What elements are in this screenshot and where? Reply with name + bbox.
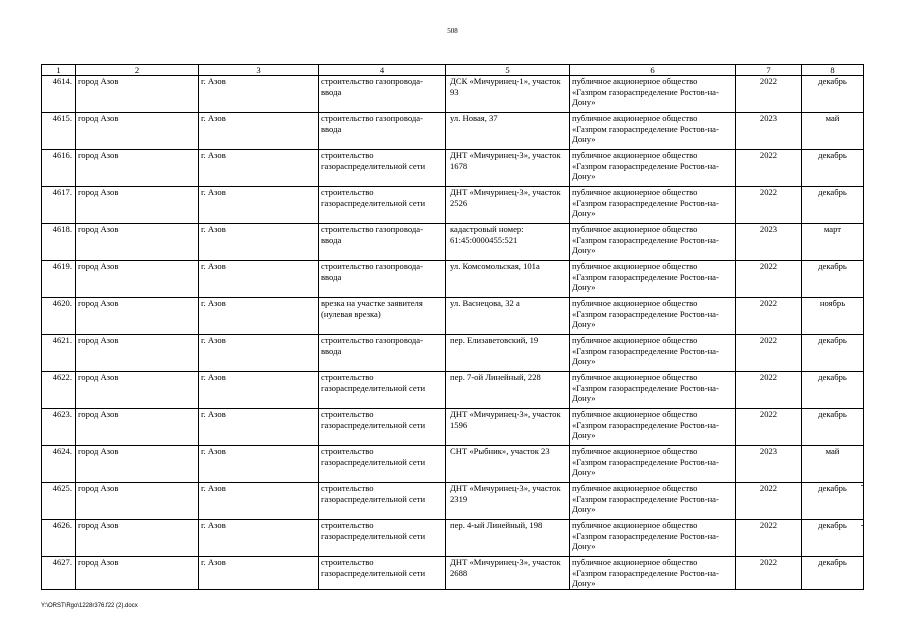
month-cell: декабрь <box>802 557 864 590</box>
work-type-cell: строительство газопровода-ввода <box>319 224 446 261</box>
file-path-footer: Y:\ORST\Rgo\1228r376.f22 (2).docx <box>41 603 138 609</box>
table-row <box>42 557 864 590</box>
row-number-cell: 4614. <box>42 76 76 113</box>
municipality-cell: город Азов <box>76 409 199 446</box>
locality-cell: г. Азов <box>199 409 319 446</box>
table-row <box>42 224 864 261</box>
work-type-cell: строительство газораспределительной сети <box>319 446 446 483</box>
municipality-cell: город Азов <box>76 76 199 113</box>
table-body <box>42 65 864 590</box>
work-type-cell: строительство газораспределительной сети <box>319 150 446 187</box>
address-cell: ул. Новая, 37 <box>446 113 570 150</box>
locality-cell: г. Азов <box>199 150 319 187</box>
month-cell: декабрь <box>802 483 864 520</box>
organization-cell: публичное акционерное общество «Газпром газораспределение Ростов-на-Дону» <box>570 520 736 557</box>
address-cell: пер. 7-ой Линейный, 228 <box>446 372 570 409</box>
work-type-cell: строительство газораспределительной сети <box>319 483 446 520</box>
month-cell: декабрь <box>802 261 864 298</box>
row-number-cell: 4620. <box>42 298 76 335</box>
locality-cell: г. Азов <box>199 298 319 335</box>
column-number: 7 <box>736 65 802 76</box>
year-cell: 2022 <box>736 409 802 446</box>
locality-cell: г. Азов <box>199 372 319 409</box>
row-number-cell: 4625. <box>42 483 76 520</box>
row-number-cell: 4623. <box>42 409 76 446</box>
month-cell: декабрь <box>802 335 864 372</box>
locality-cell: г. Азов <box>199 261 319 298</box>
column-number: 3 <box>199 65 319 76</box>
page-number: 508 <box>447 27 458 35</box>
row-number-cell: 4619. <box>42 261 76 298</box>
municipality-cell: город Азов <box>76 298 199 335</box>
column-number-row <box>42 65 864 76</box>
month-cell: май <box>802 113 864 150</box>
table-row <box>42 446 864 483</box>
locality-cell: г. Азов <box>199 446 319 483</box>
locality-cell: г. Азов <box>199 335 319 372</box>
organization-cell: публичное акционерное общество «Газпром газораспределение Ростов-на-Дону» <box>570 150 736 187</box>
year-cell: 2022 <box>736 483 802 520</box>
row-number-cell: 4622. <box>42 372 76 409</box>
year-cell: 2022 <box>736 298 802 335</box>
municipality-cell: город Азов <box>76 150 199 187</box>
table-row <box>42 520 864 557</box>
locality-cell: г. Азов <box>199 520 319 557</box>
row-number-cell: 4626. <box>42 520 76 557</box>
margin-mark <box>861 485 863 486</box>
work-type-cell: строительство газопровода-ввода <box>319 335 446 372</box>
municipality-cell: город Азов <box>76 113 199 150</box>
address-cell: ул. Васнецова, 32 а <box>446 298 570 335</box>
address-cell: ДНТ «Мичуринец-3», участок 2688 <box>446 557 570 590</box>
year-cell: 2022 <box>736 150 802 187</box>
organization-cell: публичное акционерное общество «Газпром газораспределение Ростов-на-Дону» <box>570 446 736 483</box>
year-cell: 2022 <box>736 557 802 590</box>
column-number: 8 <box>802 65 864 76</box>
month-cell: март <box>802 224 864 261</box>
organization-cell: публичное акционерное общество «Газпром газораспределение Ростов-на-Дону» <box>570 557 736 590</box>
table-row <box>42 150 864 187</box>
municipality-cell: город Азов <box>76 335 199 372</box>
address-cell: ДНТ «Мичуринец-3», участок 1678 <box>446 150 570 187</box>
work-type-cell: строительство газораспределительной сети <box>319 409 446 446</box>
organization-cell: публичное акционерное общество «Газпром газораспределение Ростов-на-Дону» <box>570 409 736 446</box>
year-cell: 2022 <box>736 372 802 409</box>
address-cell: ДНТ «Мичуринец-3», участок 2526 <box>446 187 570 224</box>
work-type-cell: строительство газораспределительной сети <box>319 187 446 224</box>
table-row <box>42 261 864 298</box>
address-cell: ДНТ «Мичуринец-3», участок 2319 <box>446 483 570 520</box>
address-cell: пер. 4-ый Линейный, 198 <box>446 520 570 557</box>
year-cell: 2023 <box>736 446 802 483</box>
gas-works-table <box>41 64 864 590</box>
municipality-cell: город Азов <box>76 224 199 261</box>
organization-cell: публичное акционерное общество «Газпром газораспределение Ростов-на-Дону» <box>570 372 736 409</box>
year-cell: 2022 <box>736 520 802 557</box>
address-cell: пер. Елизаветовский, 19 <box>446 335 570 372</box>
organization-cell: публичное акционерное общество «Газпром газораспределение Ростов-на-Дону» <box>570 298 736 335</box>
month-cell: декабрь <box>802 150 864 187</box>
municipality-cell: город Азов <box>76 557 199 590</box>
month-cell: декабрь <box>802 409 864 446</box>
address-cell: кадастровый номер: 61:45:0000455:521 <box>446 224 570 261</box>
work-type-cell: строительство газопровода-ввода <box>319 113 446 150</box>
address-cell: ул. Комсомольская, 101а <box>446 261 570 298</box>
work-type-cell: строительство газораспределительной сети <box>319 372 446 409</box>
year-cell: 2022 <box>736 76 802 113</box>
address-cell: ДСК «Мичуринец-1», участок 93 <box>446 76 570 113</box>
column-number: 1 <box>42 65 76 76</box>
table-row <box>42 113 864 150</box>
year-cell: 2022 <box>736 187 802 224</box>
locality-cell: г. Азов <box>199 113 319 150</box>
work-type-cell: строительство газораспределительной сети <box>319 557 446 590</box>
municipality-cell: город Азов <box>76 372 199 409</box>
address-cell: СНТ «Рыбник», участок 23 <box>446 446 570 483</box>
month-cell: ноябрь <box>802 298 864 335</box>
year-cell: 2022 <box>736 335 802 372</box>
organization-cell: публичное акционерное общество «Газпром газораспределение Ростов-на-Дону» <box>570 224 736 261</box>
row-number-cell: 4618. <box>42 224 76 261</box>
table-row <box>42 298 864 335</box>
work-type-cell: строительство газопровода-ввода <box>319 261 446 298</box>
organization-cell: публичное акционерное общество «Газпром газораспределение Ростов-на-Дону» <box>570 113 736 150</box>
municipality-cell: город Азов <box>76 446 199 483</box>
margin-mark <box>861 525 863 526</box>
municipality-cell: город Азов <box>76 261 199 298</box>
row-number-cell: 4616. <box>42 150 76 187</box>
row-number-cell: 4615. <box>42 113 76 150</box>
organization-cell: публичное акционерное общество «Газпром газораспределение Ростов-на-Дону» <box>570 261 736 298</box>
work-type-cell: врезка на участке заявителя (нулевая врезка) <box>319 298 446 335</box>
work-type-cell: строительство газораспределительной сети <box>319 520 446 557</box>
column-number: 6 <box>570 65 736 76</box>
column-number: 4 <box>319 65 446 76</box>
table-row <box>42 372 864 409</box>
row-number-cell: 4621. <box>42 335 76 372</box>
month-cell: май <box>802 446 864 483</box>
month-cell: декабрь <box>802 372 864 409</box>
table-row <box>42 187 864 224</box>
locality-cell: г. Азов <box>199 557 319 590</box>
organization-cell: публичное акционерное общество «Газпром газораспределение Ростов-на-Дону» <box>570 335 736 372</box>
year-cell: 2023 <box>736 224 802 261</box>
table-row <box>42 409 864 446</box>
locality-cell: г. Азов <box>199 483 319 520</box>
organization-cell: публичное акционерное общество «Газпром газораспределение Ростов-на-Дону» <box>570 187 736 224</box>
table-row <box>42 483 864 520</box>
table-row <box>42 76 864 113</box>
municipality-cell: город Азов <box>76 187 199 224</box>
locality-cell: г. Азов <box>199 187 319 224</box>
column-number: 5 <box>446 65 570 76</box>
locality-cell: г. Азов <box>199 224 319 261</box>
organization-cell: публичное акционерное общество «Газпром газораспределение Ростов-на-Дону» <box>570 483 736 520</box>
month-cell: декабрь <box>802 76 864 113</box>
year-cell: 2023 <box>736 113 802 150</box>
address-cell: ДНТ «Мичуринец-3», участок 1596 <box>446 409 570 446</box>
organization-cell: публичное акционерное общество «Газпром газораспределение Ростов-на-Дону» <box>570 76 736 113</box>
row-number-cell: 4627. <box>42 557 76 590</box>
year-cell: 2022 <box>736 261 802 298</box>
municipality-cell: город Азов <box>76 520 199 557</box>
row-number-cell: 4624. <box>42 446 76 483</box>
municipality-cell: город Азов <box>76 483 199 520</box>
row-number-cell: 4617. <box>42 187 76 224</box>
table-row <box>42 335 864 372</box>
month-cell: декабрь <box>802 520 864 557</box>
month-cell: декабрь <box>802 187 864 224</box>
work-type-cell: строительство газопровода-ввода <box>319 76 446 113</box>
column-number: 2 <box>76 65 199 76</box>
locality-cell: г. Азов <box>199 76 319 113</box>
